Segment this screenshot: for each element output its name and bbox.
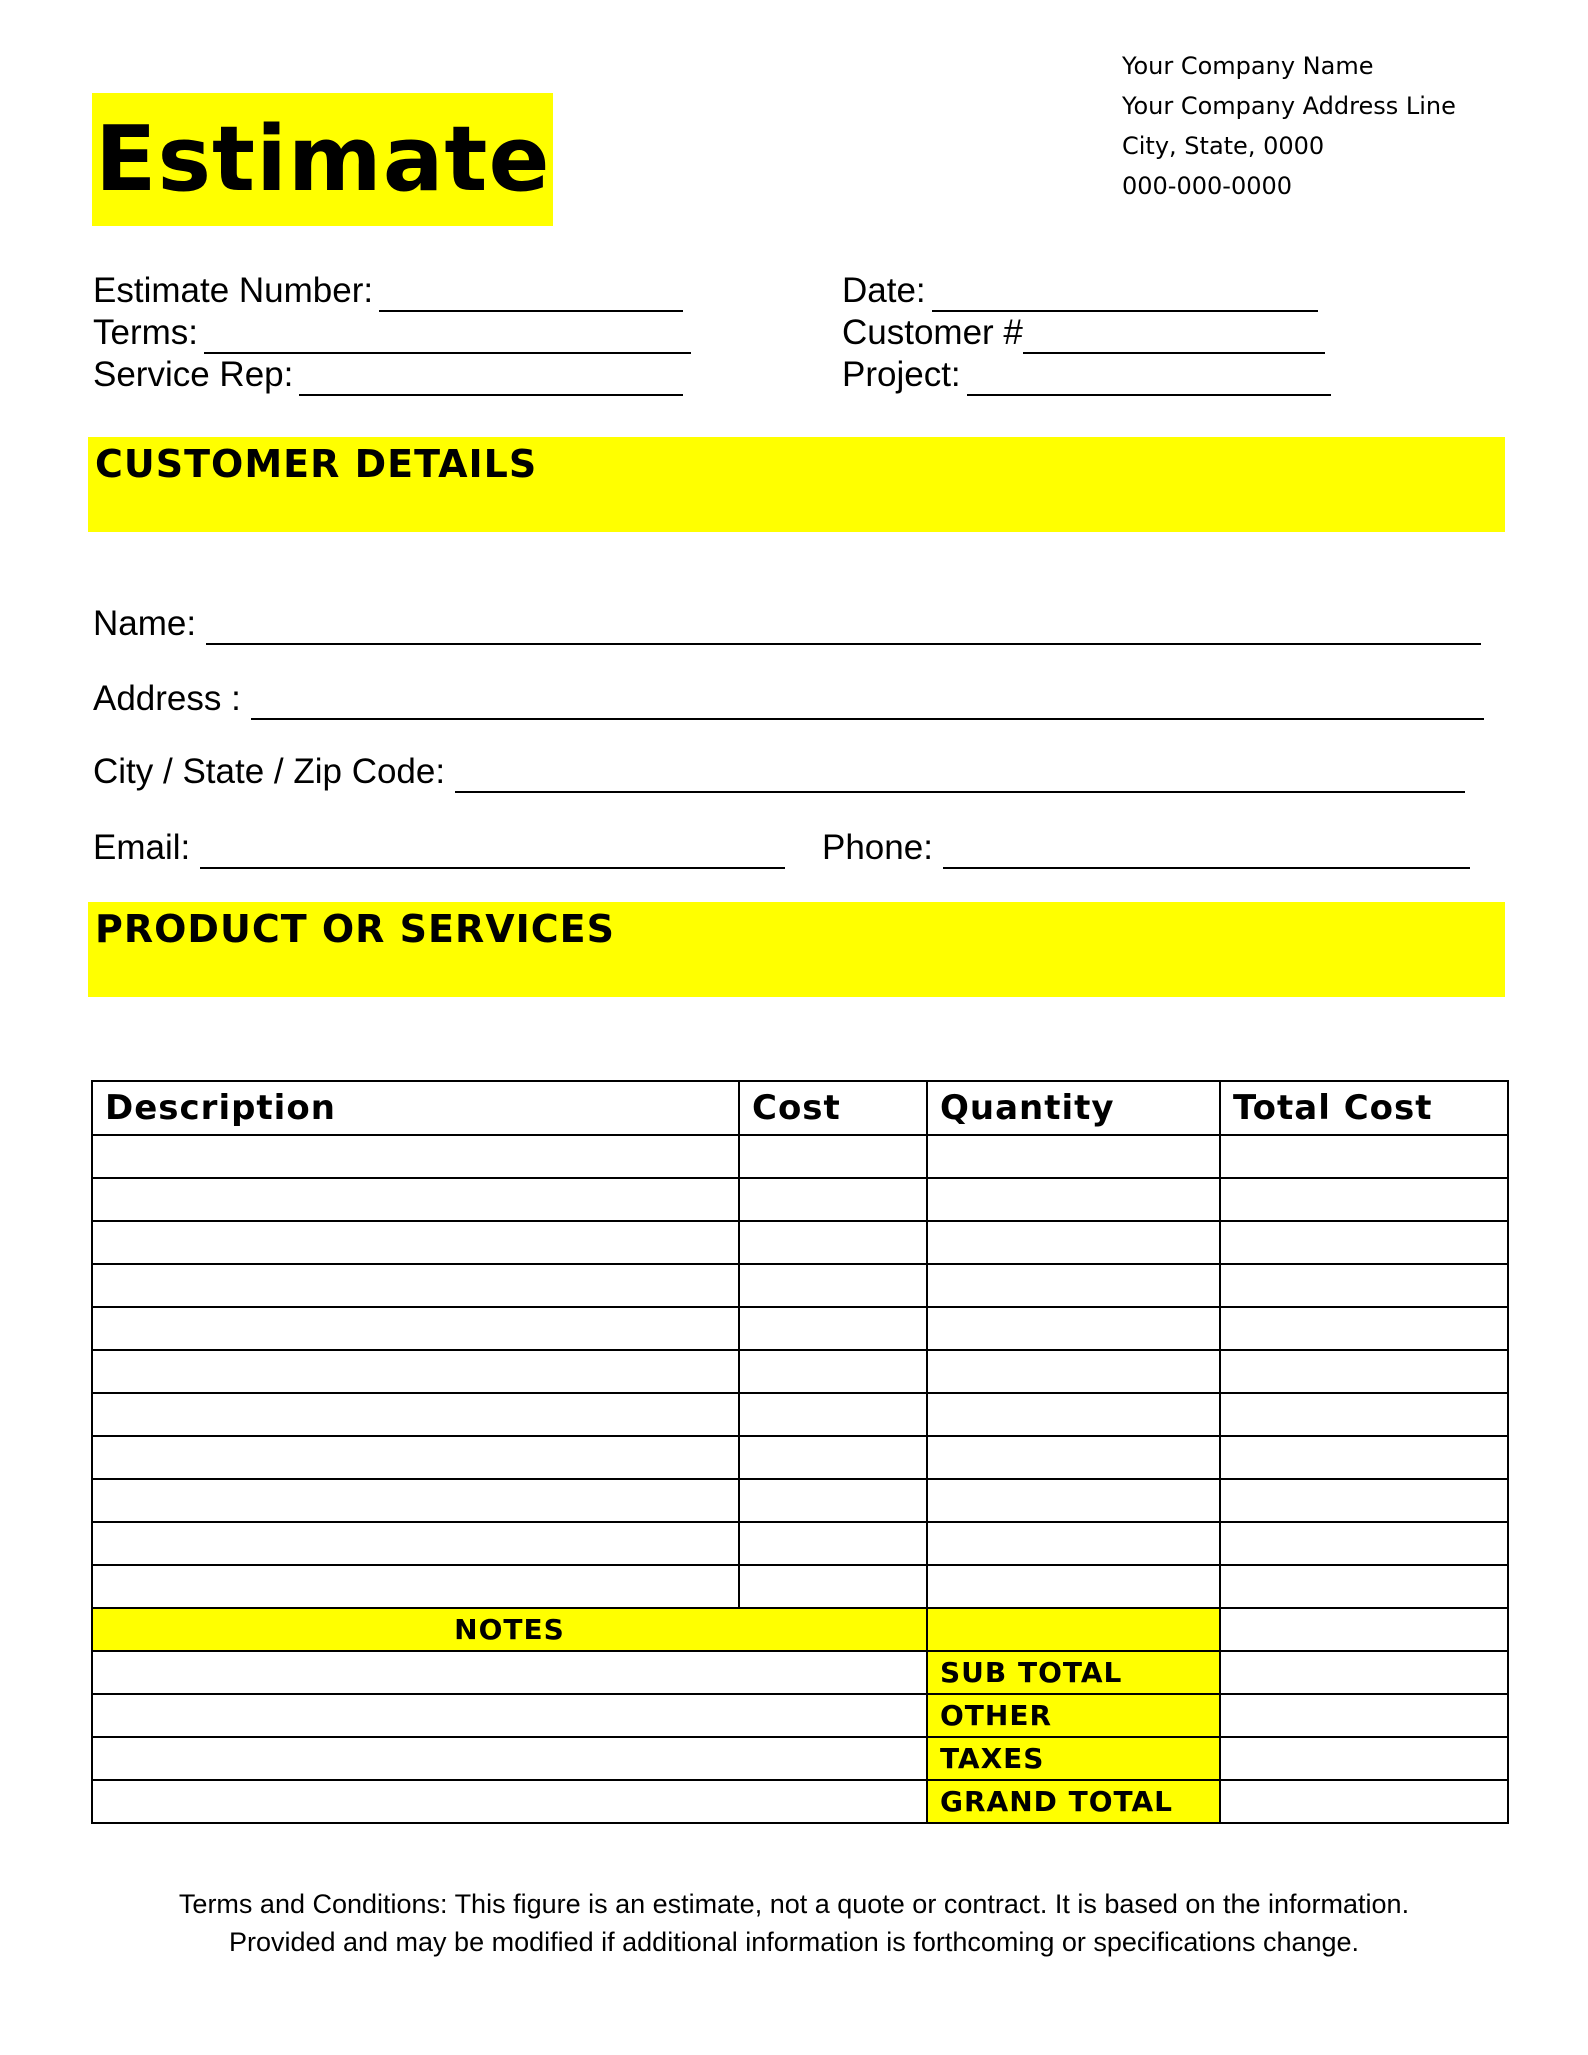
summary-label-blank — [927, 1608, 1220, 1651]
total-cost-cell[interactable] — [1220, 1135, 1508, 1178]
total-cost-cell[interactable] — [1220, 1436, 1508, 1479]
cost-cell[interactable] — [739, 1135, 927, 1178]
total-cost-cell[interactable] — [1220, 1264, 1508, 1307]
notes-line[interactable] — [92, 1737, 927, 1780]
description-cell[interactable] — [92, 1264, 739, 1307]
cost-cell[interactable] — [739, 1436, 927, 1479]
terms-field — [93, 312, 691, 354]
table-row — [92, 1436, 1508, 1479]
terms-and-conditions — [0, 1885, 1588, 1961]
company-city: City, State, 0000 — [1122, 132, 1325, 160]
quantity-cell[interactable] — [927, 1178, 1220, 1221]
quantity-cell[interactable] — [927, 1393, 1220, 1436]
name-label: Name: — [93, 604, 197, 643]
email-field — [93, 827, 785, 869]
quantity-cell[interactable] — [927, 1221, 1220, 1264]
company-name: Your Company Name — [1122, 52, 1374, 80]
city-state-zip-field — [93, 751, 1465, 793]
page-title: Estimate — [95, 107, 551, 212]
notes-line[interactable] — [92, 1651, 927, 1694]
description-cell[interactable] — [92, 1479, 739, 1522]
total-cost-cell[interactable] — [1220, 1565, 1508, 1608]
grand-total-value[interactable] — [1220, 1780, 1508, 1823]
name-input[interactable] — [206, 607, 1481, 645]
taxes-value[interactable] — [1220, 1737, 1508, 1780]
table-row — [92, 1393, 1508, 1436]
estimate-number-label: Estimate Number: — [93, 271, 374, 310]
phone-label: Phone: — [822, 828, 933, 867]
cost-cell[interactable] — [739, 1350, 927, 1393]
project-input[interactable] — [967, 358, 1331, 396]
estimate-number-input[interactable] — [379, 274, 683, 312]
description-cell[interactable] — [92, 1350, 739, 1393]
summary-row — [92, 1737, 1508, 1780]
sub-total-label: SUB TOTAL — [927, 1651, 1220, 1694]
description-cell[interactable] — [92, 1307, 739, 1350]
column-header-quantity: Quantity — [927, 1081, 1220, 1135]
taxes-label: TAXES — [927, 1737, 1220, 1780]
sub-total-value[interactable] — [1220, 1651, 1508, 1694]
products-heading: PRODUCT OR SERVICES — [95, 907, 615, 951]
service-rep-label: Service Rep: — [93, 355, 294, 394]
city-state-zip-input[interactable] — [455, 755, 1465, 793]
table-row — [92, 1307, 1508, 1350]
table-row — [92, 1135, 1508, 1178]
summary-row — [92, 1694, 1508, 1737]
quantity-cell[interactable] — [927, 1135, 1220, 1178]
service-rep-field — [93, 354, 683, 396]
date-label: Date: — [842, 271, 926, 310]
grand-total-label: GRAND TOTAL — [927, 1780, 1220, 1823]
notes-line[interactable] — [92, 1780, 927, 1823]
customer-number-input[interactable] — [1023, 316, 1325, 354]
customer-number-field — [842, 312, 1325, 354]
total-cost-cell[interactable] — [1220, 1350, 1508, 1393]
email-label: Email: — [93, 828, 191, 867]
quantity-cell[interactable] — [927, 1436, 1220, 1479]
table-row — [92, 1479, 1508, 1522]
terms-input[interactable] — [204, 316, 691, 354]
table-row — [92, 1264, 1508, 1307]
cost-cell[interactable] — [739, 1393, 927, 1436]
notes-label: NOTES — [92, 1608, 927, 1651]
service-rep-input[interactable] — [299, 358, 683, 396]
total-cost-cell[interactable] — [1220, 1479, 1508, 1522]
summary-value-blank[interactable] — [1220, 1608, 1508, 1651]
cost-cell[interactable] — [739, 1565, 927, 1608]
company-phone: 000-000-0000 — [1122, 172, 1293, 200]
column-header-description: Description — [92, 1081, 739, 1135]
cost-cell[interactable] — [739, 1221, 927, 1264]
phone-input[interactable] — [943, 831, 1470, 869]
quantity-cell[interactable] — [927, 1565, 1220, 1608]
description-cell[interactable] — [92, 1221, 739, 1264]
other-value[interactable] — [1220, 1694, 1508, 1737]
table-header-row — [92, 1081, 1508, 1135]
other-label: OTHER — [927, 1694, 1220, 1737]
description-cell[interactable] — [92, 1393, 739, 1436]
table-row — [92, 1522, 1508, 1565]
quantity-cell[interactable] — [927, 1479, 1220, 1522]
description-cell[interactable] — [92, 1178, 739, 1221]
date-field — [842, 270, 1318, 312]
address-input[interactable] — [251, 682, 1484, 720]
company-address: Your Company Address Line — [1122, 92, 1456, 120]
quantity-cell[interactable] — [927, 1522, 1220, 1565]
cost-cell[interactable] — [739, 1307, 927, 1350]
quantity-cell[interactable] — [927, 1350, 1220, 1393]
column-header-total-cost: Total Cost — [1220, 1081, 1508, 1135]
notes-header-row — [92, 1608, 1508, 1651]
address-label: Address : — [93, 679, 241, 718]
description-cell[interactable] — [92, 1522, 739, 1565]
table-row — [92, 1178, 1508, 1221]
date-input[interactable] — [932, 274, 1318, 312]
table-row — [92, 1350, 1508, 1393]
total-cost-cell[interactable] — [1220, 1393, 1508, 1436]
address-field — [93, 678, 1484, 720]
terms-line-2: Provided and may be modified if additional information is forthcoming or specifications change. — [228, 1927, 1360, 1957]
cost-cell[interactable] — [739, 1178, 927, 1221]
table-row — [92, 1221, 1508, 1264]
cost-cell[interactable] — [739, 1264, 927, 1307]
project-field — [842, 354, 1331, 396]
phone-field — [822, 827, 1470, 869]
estimate-number-field — [93, 270, 683, 312]
column-header-cost: Cost — [739, 1081, 927, 1135]
cost-cell[interactable] — [739, 1479, 927, 1522]
terms-line-1: Terms and Conditions: This figure is an estimate, not a quote or contract. It is based on the information. — [178, 1889, 1410, 1919]
terms-label: Terms: — [93, 313, 198, 352]
summary-row — [92, 1780, 1508, 1823]
project-label: Project: — [842, 355, 961, 394]
total-cost-cell[interactable] — [1220, 1522, 1508, 1565]
customer-details-heading: CUSTOMER DETAILS — [95, 442, 538, 486]
table-row — [92, 1565, 1508, 1608]
notes-line[interactable] — [92, 1694, 927, 1737]
city-state-zip-label: City / State / Zip Code: — [93, 752, 446, 791]
email-input[interactable] — [200, 831, 785, 869]
total-cost-cell[interactable] — [1220, 1178, 1508, 1221]
quantity-cell[interactable] — [927, 1307, 1220, 1350]
total-cost-cell[interactable] — [1220, 1307, 1508, 1350]
summary-row — [92, 1651, 1508, 1694]
description-cell[interactable] — [92, 1135, 739, 1178]
description-cell[interactable] — [92, 1565, 739, 1608]
company-info — [1122, 46, 1456, 206]
customer-number-label: Customer # — [842, 313, 1023, 352]
products-table — [91, 1080, 1509, 1824]
cost-cell[interactable] — [739, 1522, 927, 1565]
quantity-cell[interactable] — [927, 1264, 1220, 1307]
total-cost-cell[interactable] — [1220, 1221, 1508, 1264]
name-field — [93, 603, 1481, 645]
description-cell[interactable] — [92, 1436, 739, 1479]
